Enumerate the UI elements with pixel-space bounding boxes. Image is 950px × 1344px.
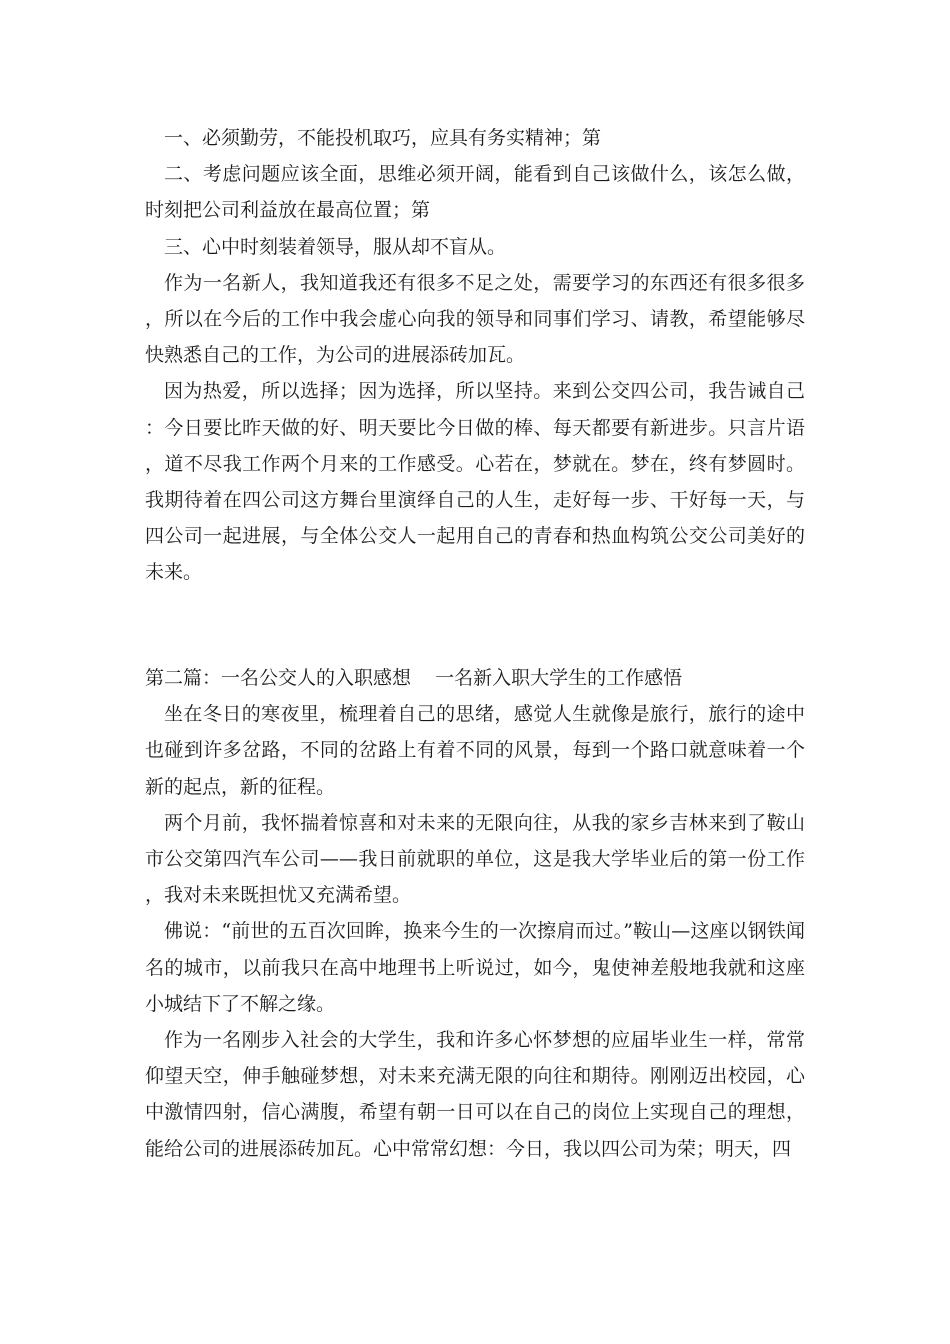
paragraph: 三、心中时刻装着领导，服从却不盲从。 [164,235,507,258]
paragraph: 一、必须勤劳，不能投机取巧，应具有务实精神；第 [164,127,602,149]
paragraph: 坐在冬日的寒夜里，梳理着自己的思绪，感觉人生就像是旅行，旅行的途中也碰到许多岔路，不同的岔路上有着不同的风景，每到一个路口就意味着一个新的起点，新的征程。 [145,703,805,798]
section-heading: 第二篇：一名公交人的入职感想 一名新入职大学生的工作感悟 [145,667,683,689]
paragraph: 作为一名刚步入社会的大学生，我和许多心怀梦想的应届毕业生一样，常常仰望天空，伸手触碰梦想，对未来充满无限的向往和期待。刚刚迈出校园，心中激情四射，信心满腹，希望有朝一日可以在自己的岗位上实现自己的理想，能给公司的进展添砖加瓦。心中常常幻想：今日，我以四公司为荣；明天，四 [145,1029,805,1160]
paragraph: 因为热爱，所以选择；因为选择，所以坚持。来到公交四公司，我告诫自己：今日要比昨天做的好、明天要比今日做的棒、每天都要有新进步。只言片语，道不尽我工作两个月来的工作感受。心若在，梦就在。梦在，终有梦圆时。我期待着在四公司这方舞台里演绎自己的人生，走好每一步、干好每一天，与四公司一起进展，与全体公交人一起用自己的青春和热血构筑公交公司美好的未来。 [145,380,805,584]
section-two [145,660,805,1167]
paragraph: 佛说：“前世的五百次回眸，换来今生的一次擦肩而过。”鞍山—这座以钢铁闻名的城市，以前我只在高中地理书上听说过，如今，鬼使神差般地我就和这座小城结下了不解之缘。 [145,920,805,1015]
section-one [145,120,805,591]
paragraph: 二、考虑问题应该全面，思维必须开阔，能看到自己该做什么，该怎么做，时刻把公司利益放在最高位置；第 [145,163,805,222]
paragraph: 作为一名新人，我知道我还有很多不足之处，需要学习的东西还有很多很多，所以在今后的工作中我会虚心向我的领导和同事们学习、请教，希望能够尽快熟悉自己的工作，为公司的进展添砖加瓦。 [145,271,805,367]
paragraph: 两个月前，我怀揣着惊喜和对未来的无限向往，从我的家乡吉林来到了鞍山市公交第四汽车公司——我日前就职的单位，这是我大学毕业后的第一份工作，我对未来既担忧又充满希望。 [145,811,805,907]
